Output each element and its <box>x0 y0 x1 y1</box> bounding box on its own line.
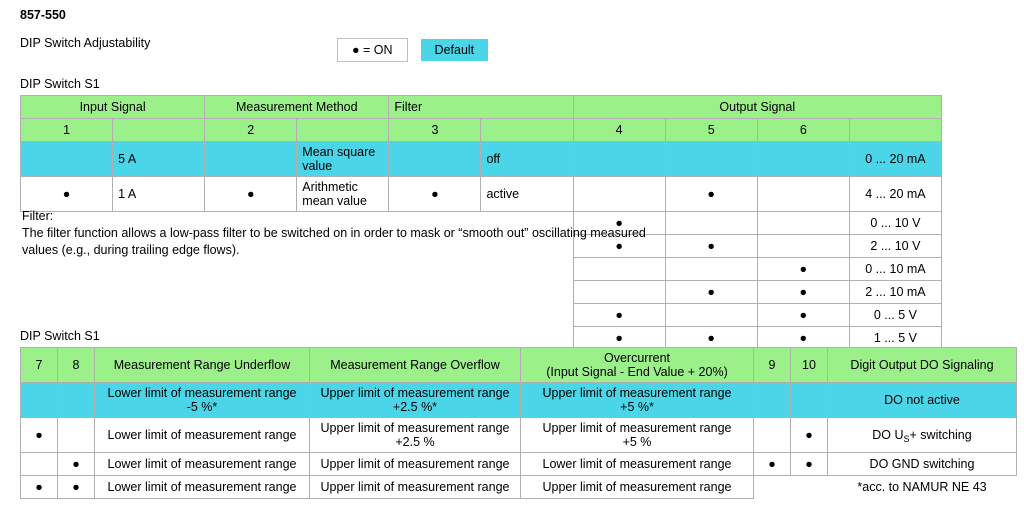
legend <box>337 38 488 62</box>
switch-4-state: ● <box>573 327 665 350</box>
switch-5-state: ● <box>665 235 757 258</box>
switch-5-state <box>665 304 757 327</box>
table-row <box>21 418 1017 453</box>
output-signal-value: 1 ... 5 V <box>849 327 941 350</box>
switch-number-3: 3 <box>389 119 481 142</box>
page-title: 857-550 <box>20 8 66 22</box>
row-spacer <box>21 281 113 304</box>
do-signaling-value: DO GND switching <box>828 453 1017 476</box>
switch-8-state <box>58 418 95 453</box>
row-spacer <box>21 258 113 281</box>
do-signaling-value: DO $U_S+$ switching <box>828 418 1017 453</box>
row-spacer <box>297 281 389 304</box>
row-spacer <box>389 258 481 281</box>
switch-6-state: ● <box>757 304 849 327</box>
row-spacer <box>389 304 481 327</box>
overcurrent-value: Upper limit of measurement range <box>521 476 754 499</box>
overflow-value: Upper limit of measurement range <box>310 476 521 499</box>
switch-number-2: 2 <box>205 119 297 142</box>
switch-7-state <box>21 383 58 418</box>
switch-5-state <box>665 212 757 235</box>
row-spacer <box>481 258 573 281</box>
switch-9-state: ● <box>754 453 791 476</box>
table-row <box>21 177 942 212</box>
row-spacer <box>481 304 573 327</box>
switch-number-9: 9 <box>754 348 791 383</box>
overflow-value: Upper limit of measurement range +2.5 % <box>310 418 521 453</box>
output-signal-value: 0 ... 20 mA <box>849 142 941 177</box>
overflow-value: Upper limit of measurement range <box>310 453 521 476</box>
switch-4-state: ● <box>573 235 665 258</box>
switch-10-state <box>791 476 828 499</box>
switch-9-state <box>754 418 791 453</box>
row-spacer <box>113 281 205 304</box>
row-spacer <box>205 258 297 281</box>
row-spacer <box>297 258 389 281</box>
switch-9-state <box>754 476 791 499</box>
switch-5-state: ● <box>665 281 757 304</box>
switch-number-8: 8 <box>58 348 95 383</box>
filter-note <box>22 208 672 259</box>
output-signal-value: 0 ... 10 V <box>849 212 941 235</box>
output-signal-value: 0 ... 5 V <box>849 304 941 327</box>
underflow-value: Lower limit of measurement range <box>95 453 310 476</box>
switch-4-state <box>573 258 665 281</box>
header-filter: Filter <box>389 96 573 119</box>
table-switch-number-row <box>21 119 942 142</box>
switch-10-state <box>791 383 828 418</box>
switch-7-state: ● <box>21 418 58 453</box>
switch-4-state <box>573 142 665 177</box>
table-row <box>21 453 1017 476</box>
row-spacer <box>113 304 205 327</box>
switch-7-state <box>21 453 58 476</box>
switch-number-1: 1 <box>21 119 113 142</box>
switch-6-state: ● <box>757 258 849 281</box>
header-measurement-range-underflow: Measurement Range Underflow <box>95 348 310 383</box>
switch-1-state: ● <box>21 177 113 212</box>
switch-5-state: ● <box>665 177 757 212</box>
underflow-value: Lower limit of measurement range <box>95 476 310 499</box>
measurement-method-value: Mean square value <box>297 142 389 177</box>
switch-6-state: ● <box>757 281 849 304</box>
header-measurement-method: Measurement Method <box>205 96 389 119</box>
switch-2-state: ● <box>205 177 297 212</box>
header-spacer-method <box>297 119 389 142</box>
switch-2-state <box>205 142 297 177</box>
switch-8-state: ● <box>58 453 95 476</box>
switch-6-state <box>757 212 849 235</box>
do-signaling-value: *acc. to NAMUR NE 43 <box>857 480 987 495</box>
switch-4-state: ● <box>573 304 665 327</box>
switch-number-4: 4 <box>573 119 665 142</box>
table-row <box>21 476 1017 499</box>
switch-6-state <box>757 235 849 258</box>
output-signal-value: 2 ... 10 mA <box>849 281 941 304</box>
row-spacer <box>297 304 389 327</box>
table-row <box>21 142 942 177</box>
table-row <box>21 383 1017 418</box>
filter-note-text: The filter function allows a low-pass filter to be switched on in order to mask or “smooth out” oscillating measured values (e.g., during trailing edge flows). <box>22 226 646 257</box>
section-label-dip-switch-s1-bottom: DIP Switch S1 <box>20 329 100 343</box>
row-spacer <box>21 304 113 327</box>
underflow-value: Lower limit of measurement range -5 %* <box>95 383 310 418</box>
header-overcurrent: Overcurrent (Input Signal - End Value + 20%) <box>521 348 754 383</box>
header-measurement-range-overflow: Measurement Range Overflow <box>310 348 521 383</box>
table-header-row <box>21 348 1017 383</box>
switch-6-state <box>757 177 849 212</box>
switch-9-state <box>754 383 791 418</box>
switch-8-state: ● <box>58 476 95 499</box>
row-spacer <box>205 281 297 304</box>
switch-10-state: ● <box>791 418 828 453</box>
header-input-signal: Input Signal <box>21 96 205 119</box>
do-signaling-value: DO not active <box>828 383 1017 418</box>
input-signal-value: 5 A <box>113 142 205 177</box>
input-signal-value: 1 A <box>113 177 205 212</box>
header-spacer-filter <box>481 119 573 142</box>
filter-value: active <box>481 177 573 212</box>
switch-number-5: 5 <box>665 119 757 142</box>
header-spacer-output <box>849 119 941 142</box>
legend-default-label: Default <box>421 39 489 61</box>
switch-6-state <box>757 142 849 177</box>
switch-3-state: ● <box>389 177 481 212</box>
dip-switch-s1-do-table <box>20 347 1017 499</box>
table-row <box>21 258 942 281</box>
table-row <box>21 281 942 304</box>
switch-4-state <box>573 281 665 304</box>
row-spacer <box>481 281 573 304</box>
switch-number-7: 7 <box>21 348 58 383</box>
output-signal-value: 0 ... 10 mA <box>849 258 941 281</box>
switch-4-state: ● <box>573 212 665 235</box>
legend-on-label: ● = ON <box>337 38 408 62</box>
switch-5-state <box>665 142 757 177</box>
switch-number-6: 6 <box>757 119 849 142</box>
row-spacer <box>113 258 205 281</box>
row-spacer <box>205 304 297 327</box>
switch-4-state <box>573 177 665 212</box>
measurement-method-value: Arithmetic mean value <box>297 177 389 212</box>
switch-1-state <box>21 142 113 177</box>
page-subtitle: DIP Switch Adjustability <box>20 36 151 50</box>
output-signal-value: 2 ... 10 V <box>849 235 941 258</box>
table-header-row <box>21 96 942 119</box>
table-row <box>21 304 942 327</box>
switch-5-state <box>665 258 757 281</box>
overflow-value: Upper limit of measurement range +2.5 %* <box>310 383 521 418</box>
output-signal-value: 4 ... 20 mA <box>849 177 941 212</box>
header-spacer-input <box>113 119 205 142</box>
switch-6-state: ● <box>757 327 849 350</box>
overcurrent-value: Lower limit of measurement range <box>521 453 754 476</box>
underflow-value: Lower limit of measurement range <box>95 418 310 453</box>
switch-7-state: ● <box>21 476 58 499</box>
switch-5-state: ● <box>665 327 757 350</box>
switch-number-10: 10 <box>791 348 828 383</box>
filter-note-title: Filter: <box>22 209 54 223</box>
overcurrent-value: Upper limit of measurement range +5 % <box>521 418 754 453</box>
switch-10-state: ● <box>791 453 828 476</box>
switch-8-state <box>58 383 95 418</box>
overcurrent-value: Upper limit of measurement range +5 %* <box>521 383 754 418</box>
section-label-dip-switch-s1-top: DIP Switch S1 <box>20 77 100 91</box>
filter-value: off <box>481 142 573 177</box>
switch-3-state <box>389 142 481 177</box>
header-digit-output-do-signaling: Digit Output DO Signaling <box>828 348 1017 383</box>
row-spacer <box>389 281 481 304</box>
header-output-signal: Output Signal <box>573 96 941 119</box>
